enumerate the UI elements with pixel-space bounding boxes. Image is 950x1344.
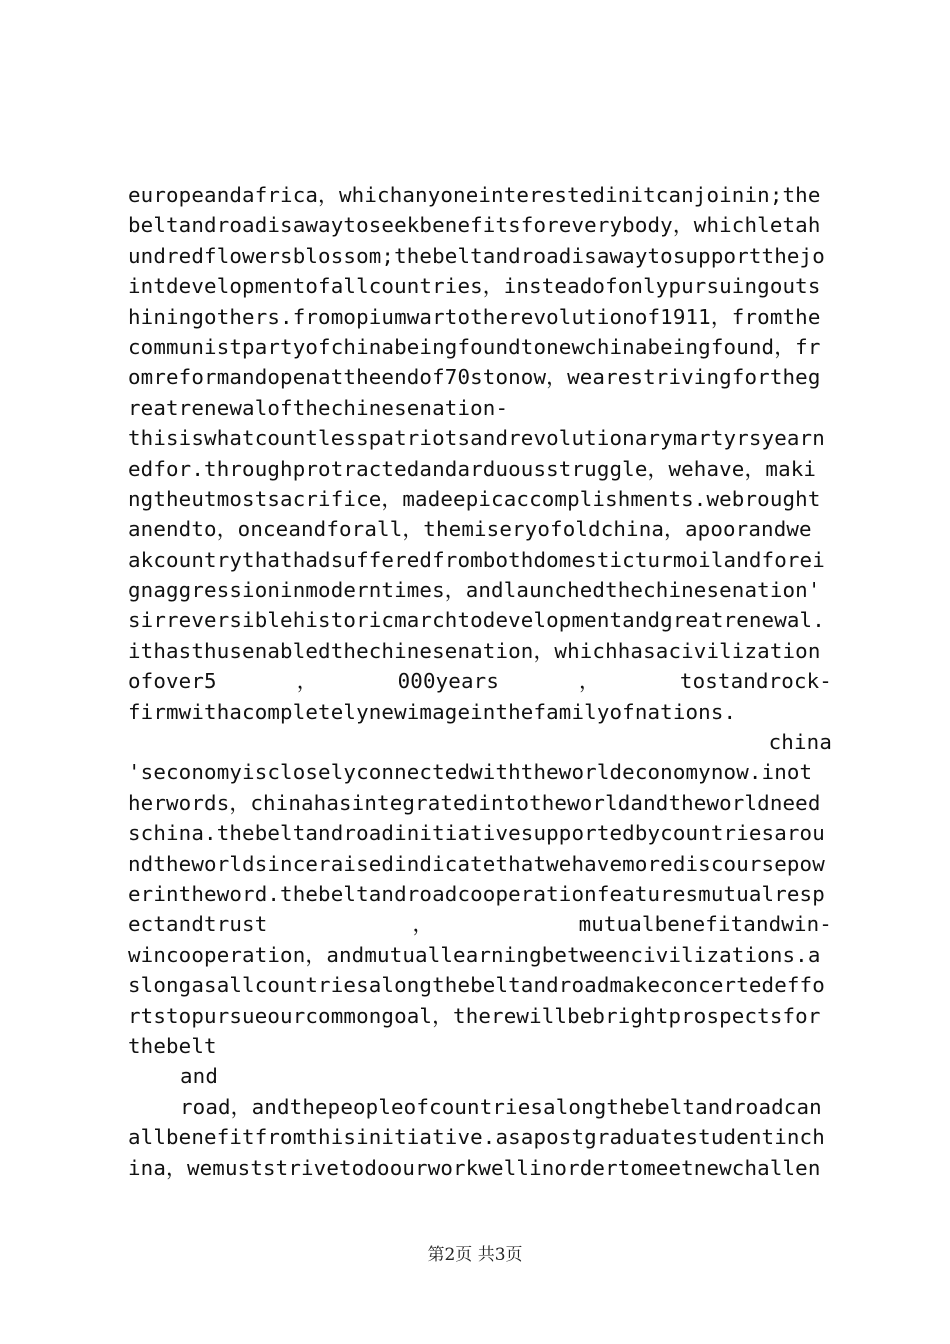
text-line: thisiswhatcountlesspatriotsandrevolutionarymartyrsyearn (128, 426, 825, 451)
text-line: erintheword.thebeltandroadcooperationfeaturesmutualresp (128, 881, 825, 906)
text-line: omreformandopenattheendof70stonow，wearestrivingfortheg (128, 365, 821, 390)
text-line: china (768, 730, 832, 755)
text-line: sirreversiblehistoricmarchtodevelopmentandgreatrenewal. (128, 608, 825, 633)
text-line: firmwithacompletelynewimageinthefamilyofnations. (128, 699, 737, 724)
text-line: edfor.throughprotractedandarduousstruggle，wehave，maki (128, 456, 817, 481)
text-fragment: tostandrock- (679, 669, 832, 694)
text-fragment: ， (578, 669, 600, 694)
text-fragment: ， (412, 912, 434, 937)
text-line: ina，wemuststrivetodoourworkwellinordertomeetnewchallen (128, 1155, 821, 1180)
text-line: gnaggressioninmoderntimes，andlaunchedthechinesenation' (128, 578, 821, 603)
text-line: reatrenewalofthechinesenation- (128, 395, 509, 420)
text-line: akcountrythathadsufferedfrombothdomesticturmoilandforei (128, 547, 825, 572)
text-fragment: ， (296, 669, 318, 694)
text-line: 'seconomyiscloselyconnectedwiththeworldeconomynow.inot (128, 760, 813, 785)
justified-text-line (128, 909, 832, 939)
text-line: europeandafrica，whichanyoneinterestedinitcanjoinin;the (128, 183, 821, 207)
justified-text-line (128, 666, 832, 696)
text-line: ngtheutmostsacrifice，madeepicaccomplishments.webrought (128, 486, 821, 511)
text-line: allbenefitfromthisinitiative.asapostgraduatestudentinch (128, 1125, 825, 1150)
text-fragment: 000years (397, 669, 499, 694)
text-line: ithasthusenabledthechinesenation，whichhasacivilization (128, 638, 821, 663)
text-line: slongasallcountriesalongthebeltandroadmakeconcertedeffo (128, 973, 825, 998)
text-fragment: ofover5 (128, 669, 217, 694)
text-line: anendto，onceandforall，themiseryofoldchina，apoorandwe (128, 517, 812, 542)
text-line: hiningothers.fromopiumwartotherevolutionof1911，fromthe (128, 304, 821, 329)
text-line: wincooperation，andmutuallearningbetweencivilizations.a (128, 942, 821, 967)
text-line: ndtheworldsinceraisedindicatethatwehavemorediscoursepow (128, 851, 825, 876)
text-fragment: mutualbenefitandwin- (578, 912, 832, 937)
text-line: road，andthepeopleofcountriesalongthebeltandroadcan (180, 1094, 822, 1119)
text-line: and (180, 1064, 219, 1089)
text-line: communistpartyofchinabeingfoundtonewchinabeingfound，fr (128, 334, 821, 359)
text-line: intdevelopmentofallcountries，insteadofonlypursuingouts (128, 274, 821, 299)
text-line: schina.thebeltandroadinitiativesupportedbycountriesarou (128, 821, 825, 846)
text-line: herwords，chinahasintegratedintotheworldandtheworldneed (128, 790, 821, 815)
document-body (128, 180, 832, 1183)
text-line: undredflowersblossom;thebeltandroadisawaytosupportthejo (128, 243, 825, 268)
page-number-footer: 第2页 共3页 (427, 1245, 523, 1265)
text-line: beltandroadisawaytoseekbenefitsforeverybody，whichletah (128, 213, 821, 238)
text-fragment: ectandtrust (128, 912, 268, 937)
text-line: rtstopursueourcommongoal，therewillbebrightprospectsfor (128, 1003, 821, 1028)
text-line: thebelt (128, 1033, 217, 1058)
